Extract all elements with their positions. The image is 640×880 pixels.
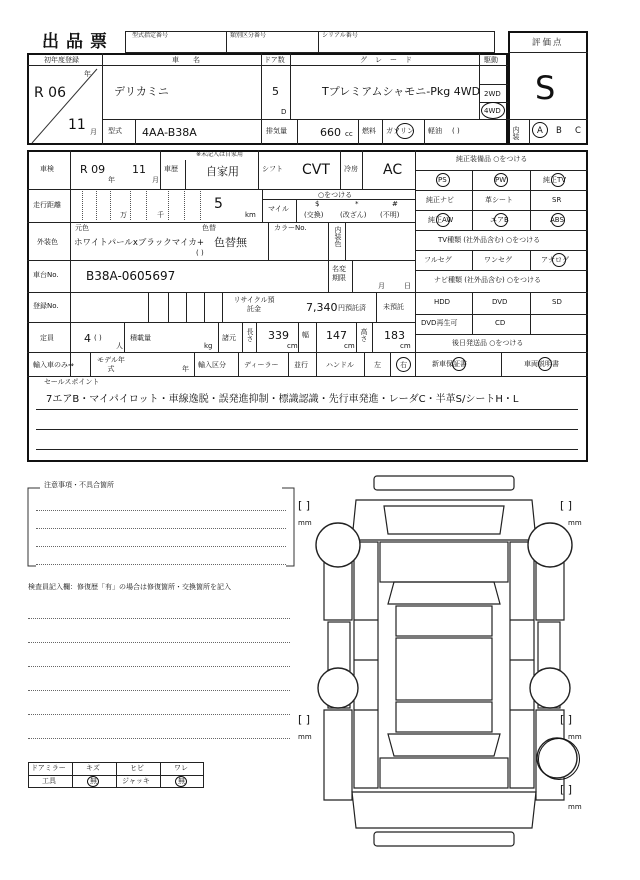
interior-a-circle [532,122,548,138]
repaint-value: 色替無 [214,236,247,249]
reg-year-unit: 年 [84,70,91,78]
recycle-amount: 7,340 [306,301,338,314]
mileage-note-tamper: (改ざん) [340,211,367,219]
recycle-unit: 円預託済 [338,304,366,312]
spare-tire [538,738,580,780]
scratch-label: キズ [86,764,100,772]
height-value: 183 [384,329,405,342]
capacity-paren: ( ) [94,334,102,342]
tv-analog: アナログ [541,256,569,264]
shift-label: シフト [262,165,283,173]
spare-mm: mm [568,803,582,811]
equip-aw-circle [436,213,450,227]
drive-label: 駆動 [484,56,498,64]
nav-sd: SD [552,298,562,306]
int-color-label: 内装色 [334,226,342,247]
handle-label: ハンドル [326,361,354,369]
fuel-gasoline-circle [396,123,414,139]
name-change-label: 名変期限 [332,265,346,283]
chassis-label: 車台No. [33,271,59,279]
shaken-label: 車検 [40,165,54,173]
tv-header: TV種類 (社外品含む) ○をつける [438,236,541,244]
length-value: 339 [268,329,289,342]
import-label: 輸入車のみ⇒ [33,361,74,369]
car-name-label: 車名 [172,56,214,64]
grade-name: Tプレミアムシャモニ-Pkg 4WD [322,85,481,98]
orig-color-label: 元色 [75,224,89,232]
reg-month: 11 [68,117,86,133]
displacement-label: 排気量 [266,127,287,135]
serial-label: シリアル番号 [322,32,358,39]
sales-text: 7エアB・マイパイロット・車線逸脱・誤発進抑制・標識認識・先行車発進・レーダC・半革S/シートH・L [46,394,519,405]
mileage-label: 走行距離 [33,201,61,209]
door-sub: D [281,108,287,116]
rear-right-bracket: [ ] [560,713,573,726]
car-name: デリカミニ [114,85,169,98]
mileage-unit-man: 万 [120,211,127,219]
grade-score: S [535,69,556,107]
equip-aw: 純正AW [428,216,454,224]
jack-none-circle [175,776,187,787]
recycle-label: リサイクル預託金 [233,296,275,314]
drive-2wd: 2WD [484,90,501,98]
usage-label: 車歴 [164,165,178,173]
broken-label: ワレ [174,764,188,772]
grade-label: グレード [360,56,420,64]
shaken-month: 11 [132,163,146,176]
equip-ps: PS [438,176,447,184]
interior-label: 内装 [512,126,520,140]
dvd-playback: DVD再生可 [421,319,458,327]
fuel-label: 燃料 [362,127,376,135]
dealer-option: ディーラー [244,361,279,369]
usage-note: ※未記入は自家用 [196,151,244,158]
rear-left-bracket: [ ] [298,713,311,726]
model-year-unit: 年 [182,365,189,373]
capacity-label: 定員 [40,334,54,342]
name-change-month-unit: 月 [378,282,385,290]
tool-value: 無 [90,777,97,785]
repaint-label: 色替 [202,224,216,232]
later-manual: 車両説明書 [524,360,559,368]
mileage-circle-header: ○をつける [318,191,353,199]
fuel-paren: ( ) [452,127,460,135]
first-reg-label: 初年度登録 [44,56,79,64]
front-right-mm: mm [568,519,582,527]
later-header: 後日発送品 ○をつける [452,339,524,347]
displacement-unit: cc [345,130,353,138]
tool-none-circle [87,776,99,787]
height-unit: cm [400,342,411,350]
height-label: 高さ [360,328,368,342]
caution-label: 注意事項・不具合箇所 [44,481,114,489]
sheet-title: 出品票 [42,32,114,52]
capacity-unit: 人 [116,342,123,350]
displacement-value: 660 [320,126,341,139]
mileage-note-unknown: (不明) [380,211,400,219]
rear-right-mm: mm [568,733,582,741]
mileage-note-unknown-top: # [392,200,398,208]
equip-pw-circle [494,173,508,187]
nav-hdd: HDD [434,298,451,306]
interior-a: A [537,126,543,136]
mileage-digit: 5 [214,196,223,212]
mileage-note-mile: マイル [268,205,289,213]
width-value: 147 [326,329,347,342]
model-code: 4AA-B38A [142,126,197,139]
recycle-none: 未預託 [383,303,404,311]
equip-ps-circle [436,173,450,187]
dims-label: 諸元 [222,334,236,342]
shaken-year: R 09 [80,163,106,176]
grade-box-label: 評価点 [532,38,564,48]
drive-4wd-circle [481,102,505,119]
reg-month-unit: 月 [90,128,97,136]
equip-abs-circle [551,213,565,227]
rear-left-mm: mm [298,733,312,741]
type-designation-label: 型式指定番号 [132,32,169,39]
model-label: 型式 [108,127,122,135]
mileage-note-exchange-top: $ [315,200,320,208]
door-count: 5 [272,85,279,98]
reg-year: R 06 [34,85,66,101]
import-type-label: 輸入区分 [198,361,226,369]
handle-right: 右 [400,361,407,369]
load-label: 積載量 [130,334,151,342]
model-year-label: モデル年式 [97,356,125,374]
spare-bracket: [ ] [560,783,573,796]
nav-dvd: DVD [492,298,508,306]
usage-value: 自家用 [206,165,239,178]
fuel-diesel: 軽油 [428,127,442,135]
ext-color-label: 外装色 [37,238,58,246]
cd: CD [495,319,506,327]
equip-airbag-circle [494,213,508,227]
door-mirror-label: ドアミラー [31,764,66,772]
length-unit: cm [287,342,298,350]
handle-left: 左 [374,361,381,369]
parallel-option: 並行 [294,361,308,369]
inspector-label: 検査員記入欄：修復歴「有」の場合は修復箇所・交換箇所を記入 [28,583,231,591]
aircon-label: 冷房 [344,165,358,173]
interior-c: C [575,126,581,136]
front-left-bracket: [ ] [298,499,311,512]
interior-b: B [556,126,562,136]
front-right-bracket: [ ] [560,499,573,512]
mileage-unit-sen: 千 [157,211,164,219]
repaint-paren: ( ) [196,249,204,257]
equip-tv: 純正TV [543,176,567,184]
name-change-day-unit: 日 [404,282,411,290]
length-label: 長さ [246,328,254,342]
width-label: 幅 [302,331,309,339]
equip-pw: PW [495,176,507,184]
capacity-value: 4 [84,332,91,345]
tv-analog-circle [552,253,566,267]
reg-no-label: 登録No. [33,302,59,310]
car-damage-diagram [296,470,596,870]
equip-abs: ABS [550,216,564,224]
caution-bracket [26,486,296,568]
later-manual-circle [538,357,552,371]
equip-tv-circle [551,173,565,187]
nav-header: ナビ種類 (社外品含む) ○をつける [434,276,542,284]
front-left-mm: mm [298,519,312,527]
mileage-unit-km: km [245,211,256,219]
doors-label: ドア数 [264,56,285,64]
later-warranty-circle [452,357,466,371]
category-label: 類別区分番号 [230,32,267,39]
jack-value: 無 [178,777,185,785]
sales-label: セールスポイント [44,378,100,386]
equipment-header: 純正装備品 ○をつける [456,155,528,163]
color-no-label: カラーNo. [274,224,307,232]
later-warranty: 新車保証書 [432,360,467,368]
mileage-note-exchange: (交換) [304,211,324,219]
ext-color-value: ホワイトパールxブラックマイカ+ [74,238,204,248]
crack-label: ヒビ [130,764,144,772]
tool-label: 工具 [42,777,56,785]
equip-leather: 革シート [485,196,513,204]
equip-navi: 純正ナビ [426,196,454,204]
chassis-number: B38A-0605697 [86,269,176,283]
fuel-gasoline: ガソリン [386,127,414,135]
aircon-value: AC [383,162,403,178]
handle-right-circle [396,357,411,372]
tv-fullseg: フルセグ [424,256,452,264]
equip-airbag: エアB [490,216,509,224]
mileage-note-tamper-top: * [355,200,359,208]
shaken-year-unit: 年 [108,176,115,184]
shift-value: CVT [302,162,330,178]
shaken-month-unit: 月 [152,176,159,184]
tv-oneseg: ワンセグ [484,256,512,264]
equip-sr: SR [552,196,562,204]
load-unit: kg [204,342,213,350]
jack-label: ジャッキ [122,777,150,785]
width-unit: cm [344,342,355,350]
drive-4wd: 4WD [484,107,501,115]
